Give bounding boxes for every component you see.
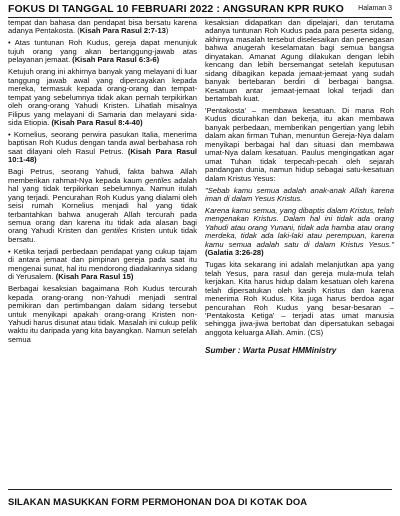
paragraph: Tugas kita sekarang ini adalah melanjutkan apa yang telah Yesus, para rasul dan gereja mula-mula telah kerjakan. Kita harus hidup dalam kesatuan oleh karena telah dipersatukan oleh kasih Kristus dan karena menerima Roh Kudus. Kita juga harus berdoa agar pencurahan Roh Kudus yang besar-besaran – 'Pentakosta Ketiga' – terjadi atas umat manusia sehingga jiwa-jiwa bertobat dan dipersatukan sebagai anggota keluarga Allah. Amin. (CS): [205, 260, 394, 337]
source-credit: Sumber : Warta Pusat HMMinistry: [205, 346, 337, 356]
paragraph: tempat dan bahasa dan pendapat bisa bersatu karena adanya Pentakosta. (Kisah Para Rasul 2:7-13): [8, 18, 197, 36]
scripture-reference: (Galatia 3:26-28): [205, 248, 264, 258]
page-footer: SILAKAN MASUKKAN FORM PERMOHONAN DOA DI KOTAK DOA: [8, 489, 392, 507]
paragraph: 'Pentakosta' – membawa kesatuan. Di mana Roh Kudus dicurahkan dan bekerja, itu akan membawa banyak perbedaan, memberikan pengertian yang lebih dalam akan firman Tuhan, menuntun Gereja-Nya dalam menyikapi berbagai hal dan situasi dan membawa umat-Nya dalam kesatuan. Paulus mengingatkan agar umat Tuhan tidak terpecah-pecah oleh sejarah pandangan dunia, namun hidup sebagai satu-kesatuan dalam Kristus Yesus:: [205, 106, 394, 183]
page-number: Halaman 3: [358, 5, 392, 12]
bullet-paragraph: • Atas tuntunan Roh Kudus, gereja dapat menunjuk tujuh orang yang akan bertanggung-jawab atas pelayanan jemaat. (Kisah Para Rasul 6:3-6): [8, 38, 197, 65]
left-column: [8, 19, 197, 348]
emphasis: gentiles: [101, 226, 128, 236]
scripture-reference: (Kisah Para Rasul 15): [55, 272, 134, 282]
bullet-paragraph: • Kornelius, seorang perwira pasukan Italia, menerima baptisan Roh Kudus dengan tanda awal berbahasa roh saat dilayani oleh Rasul Petrus. (Kisah Para Rasul 10:1-48): [8, 129, 198, 165]
quote: "Sebab kamu semua adalah anak-anak Allah karena iman di dalam Yesus Kristus.: [205, 185, 394, 204]
paragraph: Berbagai kesaksian bagaimana Roh Kudus tercurah kepada orang-orang non-Yahudi menjadi sentral pemikiran dan pertimbangan dalam sidang tersebut untuk menyikapi apakah orang-orang Kristen non-Yahudi harus disunat atau tidak. Masalah ini cukup pelik waktu itu daripada yang kita bayangkan. Namun setelah semua: [8, 284, 197, 344]
scripture-reference: (Kisah Para Rasul 8:4-40): [51, 117, 143, 127]
scripture-reference: (Kisah Para Rasul 10:1-48): [8, 146, 198, 165]
paragraph: Ketujuh orang ini akhirnya banyak yang melayani di luar tanggung jawab awal yang dipercayakan kepada mereka, termasuk kepada orang-orang dan tempat-tempat yang sebelumnya tidak akan pernah terpikirkan oleh orang-orang Yahudi Kristen. Lihatlah misalnya Filipus yang melayani di Samaria dan melayani sida-sida Etiopia. (Kisah Para Rasul 8:4-40): [8, 67, 197, 127]
header-title: FOKUS DI TANGGAL 10 FEBRUARI 2022 : ANGSURAN KPR RUKO: [8, 3, 344, 15]
page-header: [8, 3, 392, 18]
scripture-reference: Kisah Para Rasul 2:7-13: [79, 26, 166, 36]
quote: Karena kamu semua, yang dibaptis dalam Kristus, telah mengenakan Kristus. Dalam hal ini tidak ada orang Yahudi atau orang Yunani, tidak ada hamba atau orang merdeka, tidak ada laki-laki atau perempuan, karena kamu semua adalah satu di dalam Kristus Yesus." (Galatia 3:26-28): [205, 206, 394, 258]
scripture-reference: (Kisah Para Rasul 6:3-6): [72, 55, 160, 65]
paragraph: kesaksian didapatkan dan dipelajari, dan terutama adanya tuntunan Roh Kudus pada para peserta sidang, akhirnya masalah tersebut diselesaikan dan penegasan bahwa anugerah keselamatan bagi semua bangsa dinyatakan. Amanat Agung dilakukan dengan lebih kencang dan lebih bersemangat setelah keputusan sidang dibagikan kepada jemaat-jemaat yang sudah banyak bertebaran berdiri di berbagai bangsa. Kesatuan antar jemaat-jemaat lokal terjadi dan bertambah kuat.: [205, 18, 394, 104]
paragraph: Bagi Petrus, seorang Yahudi, fakta bahwa Allah memberikan rahmat-Nya kepada kaum gentiles adalah hal yang tidak terpikirkan sebelumnya. Namun itulah yang terjadi. Pencurahan Roh Kudus yang dialami oleh seisi rumah Kornelius menjadi hal yang tidak terbantahkan bahwa anugerah Allah tercurah pada semua orang dan karena itu tidak ada alasan bagi orang Yahudi Kristen dan gentiles Kristen untuk tidak bersatu.: [8, 167, 197, 244]
right-column: [205, 19, 394, 359]
bullet-paragraph: • Ketika terjadi perbedaan pendapat yang cukup tajam di antara jemaat dan pimpinan gereja pada saat itu mengenai sunat, hal itu mendorong diadakannya sidang di Yerusalem. (Kisah Para Rasul 15): [8, 246, 197, 282]
emphasis: gentiles: [144, 175, 172, 185]
